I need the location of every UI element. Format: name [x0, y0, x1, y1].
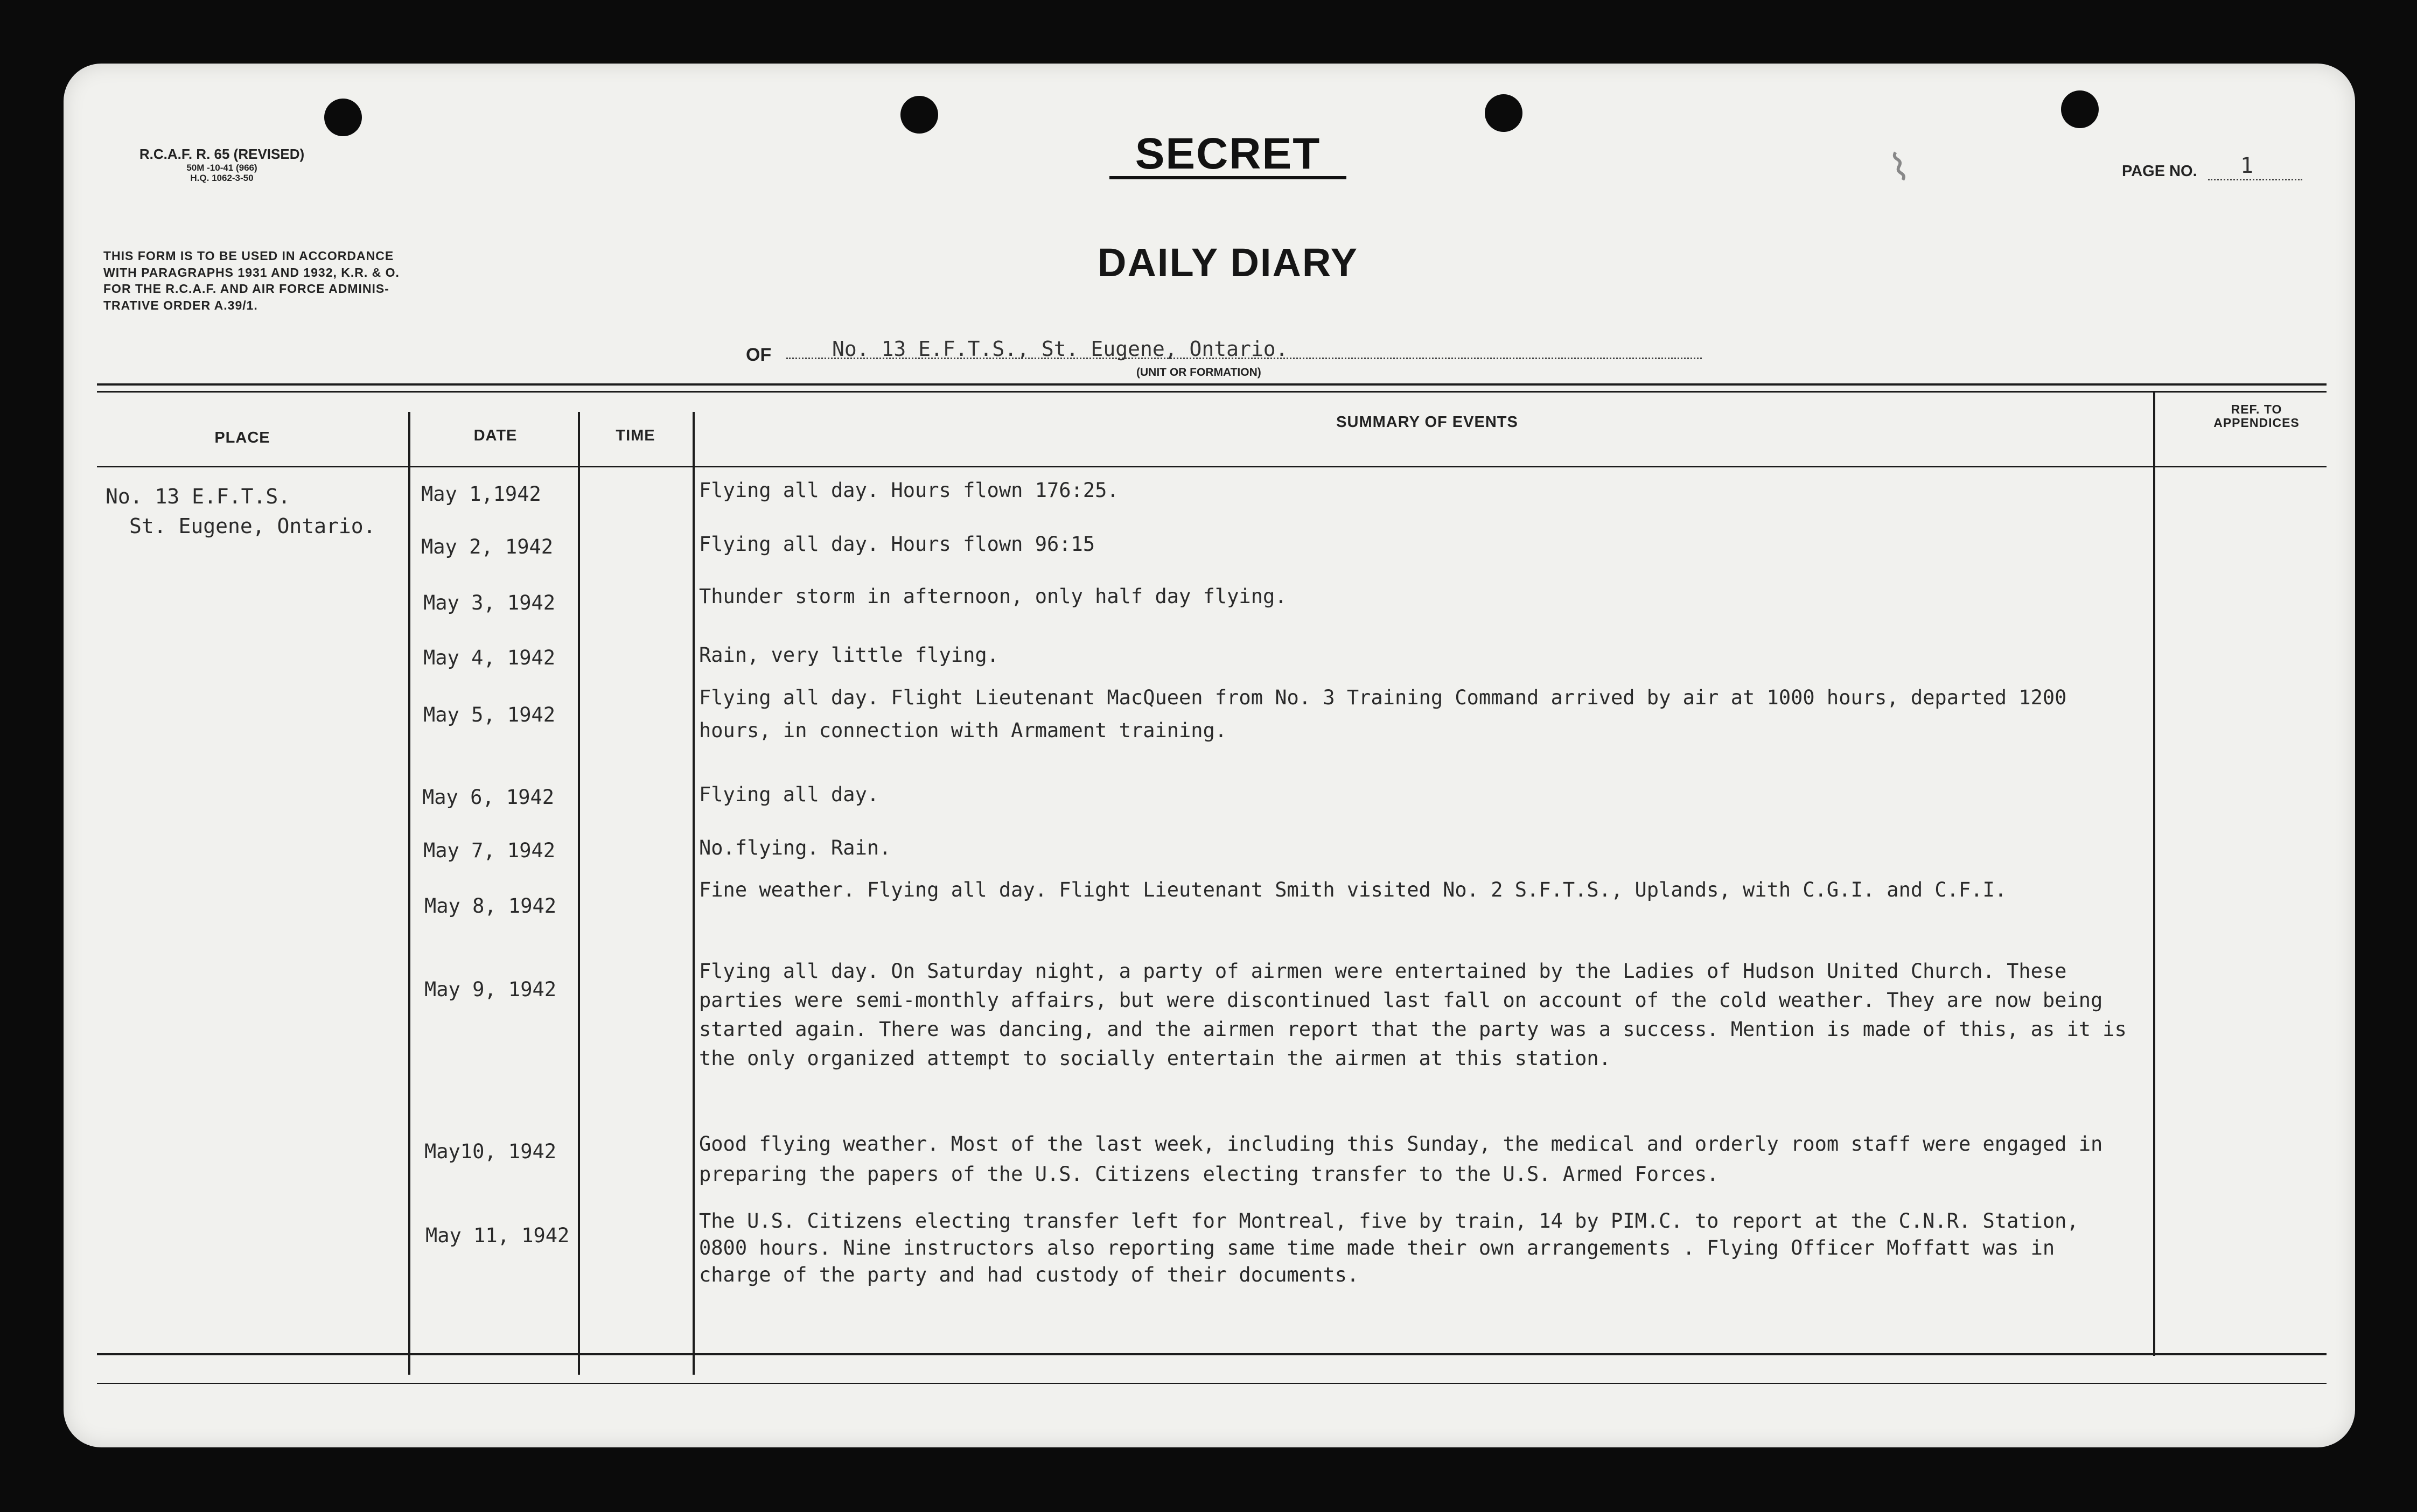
table-top-rule	[97, 383, 2327, 386]
page-number-label: PAGE NO.	[2122, 163, 2197, 180]
table-top-rule-2	[97, 391, 2327, 393]
entry-summary: Thunder storm in afternoon, only half day flying.	[699, 585, 1287, 608]
header-appendices-line: APPENDICES	[2213, 416, 2300, 430]
entry-date: May10, 1942	[424, 1140, 557, 1163]
entry-date: May 11, 1942	[425, 1224, 570, 1247]
form-print-code: 50M -10-41 (966)	[186, 162, 257, 173]
column-divider	[578, 412, 580, 1375]
header-ref-line: REF. TO	[2231, 402, 2282, 416]
header-place: PLACE	[214, 429, 270, 446]
punch-hole	[900, 96, 938, 134]
unit-name: No. 13 E.F.T.S., St. Eugene, Ontario.	[832, 337, 1288, 361]
entry-date: May 7, 1942	[423, 839, 556, 862]
punch-hole	[1485, 94, 1522, 132]
form-note-line: THIS FORM IS TO BE USED IN ACCORDANCE	[103, 249, 394, 263]
entry-summary: The U.S. Citizens electing transfer left for Montreal, five by train, 14 by PIM.C. to report at the C.N.R. Station, 0800 hours. Nine instructors also reporting same time made their own arrangements . Flying Officer Moffatt was in charge of the party and had custody of their documents.	[699, 1209, 2079, 1286]
unit-caption: (UNIT OR FORMATION)	[1136, 366, 1261, 379]
entry-summary: Flying all day. Hours flown 176:25.	[699, 479, 1119, 502]
classification-stamp: SECRET	[1109, 132, 1346, 179]
place-line: No. 13 E.F.T.S.	[106, 485, 291, 508]
header-ref-appendices	[2160, 403, 2353, 430]
pencil-mark: ⌇	[1884, 143, 1915, 192]
entry-summary: Flying all day. Flight Lieutenant MacQueen from No. 3 Training Command arrived by air at 1000 hours, departed 1200 hours, in connection with Armament training.	[699, 686, 2067, 742]
entry-summary: Rain, very little flying.	[699, 643, 999, 667]
entry-date: May 2, 1942	[421, 535, 554, 558]
column-divider	[693, 412, 695, 1375]
punch-hole	[324, 99, 362, 136]
entry-summary: No.flying. Rain.	[699, 836, 891, 859]
column-divider	[2153, 392, 2155, 1356]
form-id-line: R.C.A.F. R. 65 (REVISED)	[139, 146, 305, 162]
punch-hole	[2061, 90, 2099, 128]
entry-summary: Fine weather. Flying all day. Flight Lieutenant Smith visited No. 2 S.F.T.S., Uplands, with C.G.I. and C.F.I.	[699, 878, 2007, 901]
form-hq-code: H.Q. 1062-3-50	[190, 173, 254, 184]
page-title: DAILY DIARY	[1098, 240, 1358, 285]
form-note-line: FOR THE R.C.A.F. AND AIR FORCE ADMINIS-	[103, 282, 389, 296]
entry-date: May 3, 1942	[423, 591, 556, 614]
page-number-value: 1	[2208, 153, 2302, 180]
form-identifier	[103, 146, 340, 184]
entry-date: May 9, 1942	[424, 978, 557, 1001]
table-bottom-rule-2	[97, 1383, 2327, 1384]
header-time: TIME	[616, 427, 655, 444]
header-date: DATE	[473, 427, 518, 444]
entry-summary: Good flying weather. Most of the last week, including this Sunday, the medical and orderly room staff were engaged in preparing the papers of the U.S. Citizens electing transfer to the U.S. Armed Forces.	[699, 1132, 2103, 1186]
form-note-line: WITH PARAGRAPHS 1931 AND 1932, K.R. & O.	[103, 265, 400, 279]
header-summary: SUMMARY OF EVENTS	[1336, 414, 1518, 431]
form-usage-note	[103, 248, 534, 313]
form-note-line: TRATIVE ORDER A.39/1.	[103, 298, 258, 312]
entry-date: May 4, 1942	[423, 646, 556, 669]
entry-summary: Flying all day. Hours flown 96:15	[699, 533, 1095, 556]
table-bottom-rule	[97, 1353, 2327, 1355]
entry-date: May 8, 1942	[424, 894, 557, 918]
entry-summary: Flying all day.	[699, 783, 879, 806]
header-bottom-rule	[97, 466, 2327, 467]
column-divider	[408, 412, 410, 1375]
entry-summary: Flying all day. On Saturday night, a party of airmen were entertained by the Ladies of Hudson United Church. These parties were semi-monthly affairs, but were discontinued last fall on account of the cold weather. They are now being started again. There was dancing, and the airmen report that the party was a success. Mention is made of this, as it is the only organized attempt to socially entertain the airmen at this station.	[699, 960, 2127, 1070]
entry-date: May 6, 1942	[422, 786, 555, 809]
entry-date: May 5, 1942	[423, 703, 556, 726]
entry-date: May 1,1942	[421, 482, 541, 506]
of-label: OF	[746, 345, 772, 365]
place-line: St. Eugene, Ontario.	[129, 514, 376, 538]
